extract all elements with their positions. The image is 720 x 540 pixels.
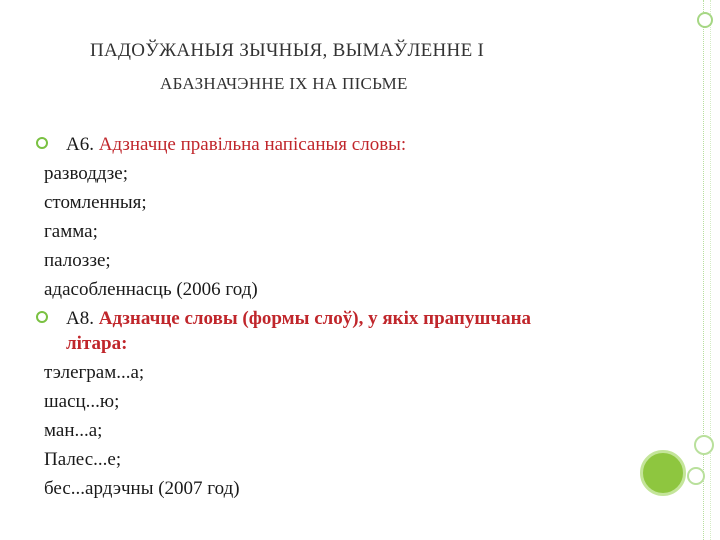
title-line-1: ПАДОЎЖАНЫЯ ЗЫЧНЫЯ, ВЫМАЎЛЕННЕ І [90,40,485,61]
title-line-2: АБАЗНАЧЭННЕ ІХ НА ПІСЬМЕ [160,74,408,93]
answer-word-year: адасобленнасць (2006 год) [44,279,258,300]
answer-word: разводдзе; [44,163,129,184]
answer-word: Палес...е; [44,449,122,470]
answer-word: палоззе; [44,250,111,271]
decorative-line [710,0,712,540]
bullet-ring-icon [36,137,48,149]
answer-word: шасц...ю; [44,391,120,412]
slide-content [44,130,644,503]
answer-word: тэлеграм...а; [44,362,145,383]
decorative-green-circle [640,450,686,496]
answer-word: ман...а; [44,420,103,441]
question-code: А6. [66,134,94,155]
slide-title [90,40,630,94]
decorative-line [703,0,707,540]
decorative-ring [694,435,714,455]
question-code: А8. [66,308,94,329]
answer-word-year: бес...ардэчны (2007 год) [44,478,240,499]
answer-word: стомленныя; [44,192,147,213]
answer-word: гамма; [44,221,98,242]
question-text: Адзначце словы (формы слоў), у якіх прапушчана [98,308,532,329]
question-text: Адзначце правільна напісаныя словы: [98,134,407,155]
question-text-continued: літара: [66,333,128,354]
bullet-ring-icon [36,311,48,323]
decorative-ring [697,12,713,28]
decorative-ring [687,467,705,485]
question-a6 [44,130,644,159]
